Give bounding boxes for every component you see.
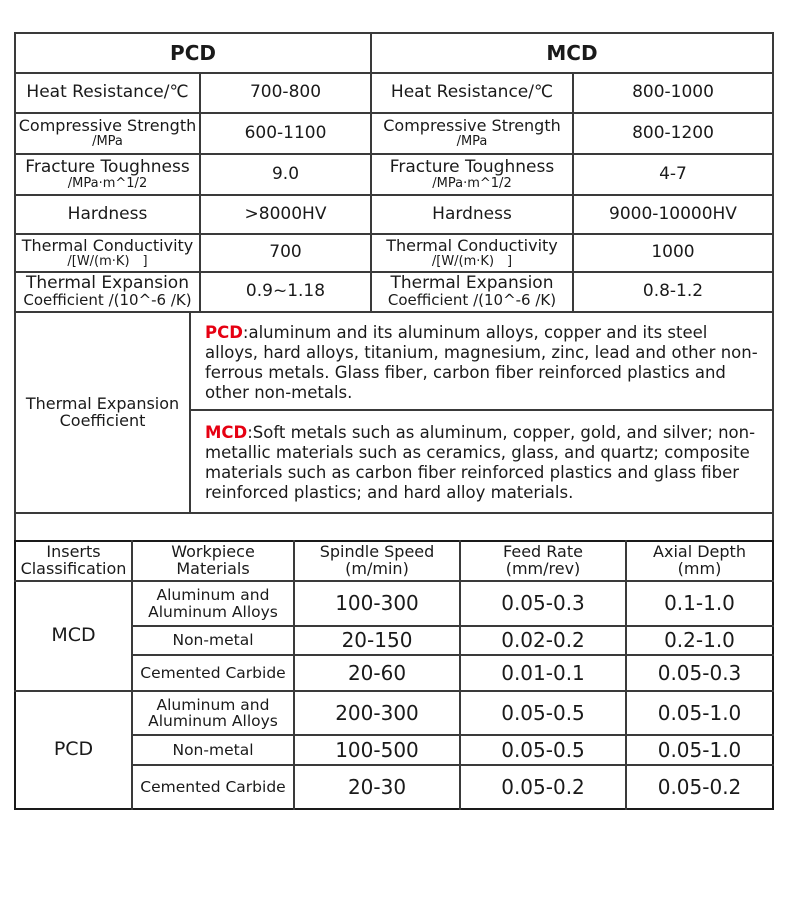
feed-rate: 0.02-0.2 <box>501 628 585 652</box>
header-axial-depth <box>627 542 772 580</box>
property-label-main: Thermal Conductivity <box>386 235 558 255</box>
feed-rate: 0.05-0.5 <box>501 700 585 725</box>
axial-depth: 0.05-1.0 <box>657 737 742 762</box>
property-label <box>16 155 199 194</box>
feed-rate: 0.05-0.5 <box>501 737 585 762</box>
mcd-value: 4-7 <box>659 163 687 184</box>
mcd-value: 800-1200 <box>632 122 714 143</box>
property-label <box>372 155 572 194</box>
property-label: Heat Resistance/℃ <box>390 82 554 103</box>
pcd-value: 600-1100 <box>244 122 327 143</box>
property-label <box>372 273 572 311</box>
property-label-unit: /MPa <box>92 134 123 150</box>
group-mcd: MCD <box>51 624 96 647</box>
header-line: Classification <box>20 559 127 578</box>
header-line: (mm/rev) <box>505 559 581 578</box>
material-line: Aluminum Alloys <box>148 602 278 621</box>
material-cell <box>133 656 293 690</box>
property-label-main: Compressive Strength <box>18 116 197 136</box>
property-label-main: Thermal Conductivity <box>21 235 194 255</box>
mcd-value: 0.8-1.2 <box>642 281 704 302</box>
property-label-unit: /MPa·m^1/2 <box>67 175 148 191</box>
divider <box>189 311 191 514</box>
material-line: Aluminum Alloys <box>148 712 278 730</box>
pcd-value: 700 <box>269 242 302 263</box>
pcd-tag: PCD <box>205 323 243 342</box>
property-label-main: Fracture Toughness <box>389 156 555 177</box>
pcd-value: 0.9~1.18 <box>245 281 326 302</box>
property-label-unit: Coefficient /(10^-6 /K) <box>387 291 557 310</box>
pcd-applications-text: :aluminum and its aluminum alloys, copper and its steel alloys, hard alloys, titanium, magnesium, zinc, lead and other non-ferrous metals. Glass fiber, carbon fiber reinforced plastics and other non-metals. <box>205 323 758 402</box>
header-inserts-classification <box>16 542 131 580</box>
divider <box>190 409 774 411</box>
material-cell <box>133 736 293 764</box>
axial-depth: 0.05-0.3 <box>657 660 742 685</box>
axial-depth: 0.05-0.2 <box>657 774 742 799</box>
header-workpiece-materials <box>133 542 293 580</box>
feed-rate: 0.05-0.3 <box>501 591 585 615</box>
header-line: Axial Depth <box>653 542 746 562</box>
material-line: Non-metal <box>172 740 254 759</box>
spindle-speed: 200-300 <box>335 700 419 725</box>
property-label <box>372 235 572 271</box>
header-line: Spindle Speed <box>319 542 435 562</box>
header-line: Materials <box>176 559 250 578</box>
mcd-applications <box>205 423 765 503</box>
table-spacer <box>14 514 774 542</box>
material-cell <box>133 582 293 625</box>
material-line: Cemented Carbide <box>140 663 286 682</box>
header-feed-rate <box>461 542 625 580</box>
property-label <box>16 114 199 153</box>
property-label-main: Fracture Toughness <box>25 156 190 177</box>
axial-depth: 0.2-1.0 <box>664 628 735 652</box>
property-label-unit: Coefficient /(10^-6 /K) <box>23 291 192 310</box>
property-label-unit: /[W/(m·K) ] <box>67 253 148 269</box>
header-spindle-speed <box>295 542 459 580</box>
material-line: Non-metal <box>172 631 254 650</box>
pcd-applications <box>205 323 765 403</box>
spindle-speed: 20-30 <box>347 774 407 799</box>
material-cell <box>133 766 293 808</box>
spindle-speed: 100-300 <box>335 591 419 615</box>
material-cell <box>133 627 293 654</box>
group-pcd: PCD <box>53 738 94 761</box>
spindle-speed: 100-500 <box>335 737 419 762</box>
axial-depth: 0.05-1.0 <box>657 700 742 725</box>
applications-label: Thermal Expansion Coefficient <box>25 393 180 430</box>
mcd-value: 800-1000 <box>632 82 714 103</box>
property-label-unit: /MPa <box>456 134 488 150</box>
property-label <box>16 273 199 311</box>
mcd-applications-text: :Soft metals such as aluminum, copper, gold, and silver; non-metallic materials such as ceramics, glass, and quartz; composite materials such as carbon fiber reinforced plastics and glass fiber reinforced plastics; and hard alloy materials. <box>205 423 756 502</box>
header-line: (mm) <box>677 559 722 578</box>
property-label-unit: /MPa·m^1/2 <box>432 175 512 191</box>
header-line: Inserts <box>46 542 101 562</box>
header-line: Feed Rate <box>503 542 583 562</box>
mcd-tag: MCD <box>205 423 248 442</box>
property-label <box>372 114 572 153</box>
header-line: (m/min) <box>345 559 409 578</box>
spindle-speed: 20-150 <box>341 628 413 652</box>
property-label <box>16 235 199 271</box>
property-label-unit: /[W/(m·K) ] <box>431 253 513 269</box>
material-line: Aluminum and <box>156 695 270 714</box>
feed-rate: 0.01-0.1 <box>501 660 585 685</box>
material-cell <box>133 692 293 734</box>
header-pcd: PCD <box>170 40 216 65</box>
spindle-speed: 20-60 <box>347 660 407 685</box>
property-label-main: Thermal Expansion <box>26 273 189 294</box>
material-line: Aluminum and <box>156 586 270 605</box>
feed-rate: 0.05-0.2 <box>501 774 585 799</box>
pcd-value: 700-800 <box>249 82 322 103</box>
pcd-value: 9.0 <box>271 163 300 184</box>
mcd-value: 9000-10000HV <box>609 203 737 224</box>
pcd-value: >8000HV <box>244 203 327 224</box>
header-mcd: MCD <box>546 40 598 65</box>
property-label: Heat Resistance/℃ <box>26 82 189 103</box>
mcd-value: 1000 <box>651 242 695 263</box>
property-label: Hardness <box>67 203 148 224</box>
property-label-main: Thermal Expansion <box>390 273 554 294</box>
axial-depth: 0.1-1.0 <box>664 591 735 615</box>
material-line: Cemented Carbide <box>140 777 286 796</box>
property-label-main: Compressive Strength <box>383 116 561 136</box>
header-line: Workpiece <box>171 542 255 562</box>
property-label: Hardness <box>432 203 512 224</box>
